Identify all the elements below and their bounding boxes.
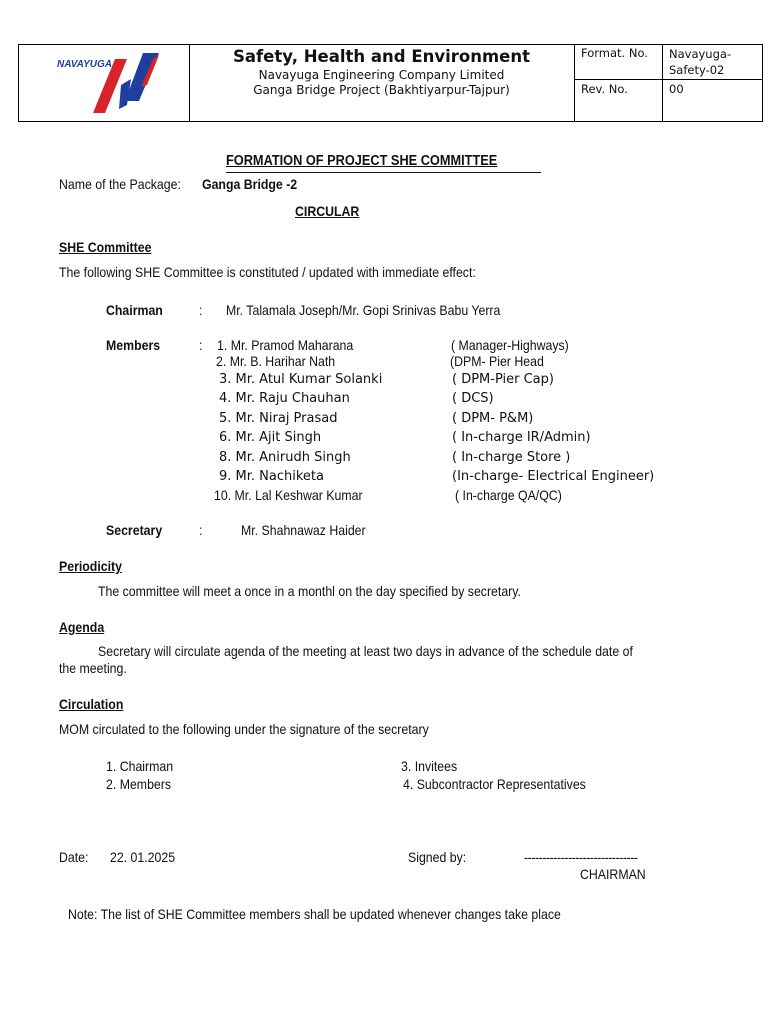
member-role: ( DPM- P&M) xyxy=(452,411,534,426)
signature-line: ------------------------------- xyxy=(524,849,638,865)
circulation-item: 4. Subcontractor Representatives xyxy=(403,776,586,792)
secretary-label: Secretary xyxy=(106,522,163,538)
divider xyxy=(574,45,575,121)
agenda-text-line2: the meeting. xyxy=(59,660,127,676)
circular-heading: CIRCULAR xyxy=(295,203,360,219)
periodicity-heading: Periodicity xyxy=(59,558,123,574)
circulation-text: MOM circulated to the following under the signature of the secretary xyxy=(59,721,429,737)
member-role: ( Manager-Highways) xyxy=(451,337,569,353)
document-heading: FORMATION OF PROJECT SHE COMMITTEE xyxy=(226,153,498,169)
heading-double-underline xyxy=(226,172,541,173)
secretary-value: Mr. Shahnawaz Haider xyxy=(241,522,366,538)
member-role: (DPM- Pier Head xyxy=(450,353,544,369)
footer-note: Note: The list of SHE Committee members shall be updated whenever changes take place xyxy=(68,906,561,922)
member-role: ( DCS) xyxy=(452,391,494,406)
member-name: 5. Mr. Niraj Prasad xyxy=(219,411,338,426)
navayuga-logo xyxy=(55,49,165,115)
member-name: 6. Mr. Ajit Singh xyxy=(219,430,322,445)
circulation-item: 3. Invitees xyxy=(401,758,458,774)
member-role: ( In-charge IR/Admin) xyxy=(452,430,591,445)
divider xyxy=(574,79,762,80)
she-intro: The following SHE Committee is constituted / updated with immediate effect: xyxy=(59,264,476,280)
member-name: 1. Mr. Pramod Maharana xyxy=(217,337,354,353)
member-role: ( In-charge Store ) xyxy=(452,450,571,465)
format-value: Navayuga- Safety-02 xyxy=(669,47,732,77)
chairman-value: Mr. Talamala Joseph/Mr. Gopi Srinivas Babu Yerra xyxy=(226,302,501,318)
member-name: 3. Mr. Atul Kumar Solanki xyxy=(219,372,383,387)
chairman-label: Chairman xyxy=(106,302,163,318)
periodicity-text: The committee will meet a once in a monthl on the day specified by secretary. xyxy=(98,583,521,599)
signed-by-label: Signed by: xyxy=(408,849,467,865)
date-value: 22. 01.2025 xyxy=(110,849,176,865)
header-table xyxy=(18,44,763,122)
member-name: 8. Mr. Anirudh Singh xyxy=(219,450,351,465)
members-label: Members xyxy=(106,337,161,353)
agenda-heading: Agenda xyxy=(59,619,105,635)
member-name: 2. Mr. B. Harihar Nath xyxy=(216,353,336,369)
agenda-text-line1: Secretary will circulate agenda of the meeting at least two days in advance of the schedule date of xyxy=(98,643,633,659)
chairman-colon: : xyxy=(199,302,203,318)
format-label: Format. No. xyxy=(581,46,648,60)
secretary-colon: : xyxy=(199,522,203,538)
she-committee-heading: SHE Committee xyxy=(59,239,152,255)
logo-text: NAVAYUGA xyxy=(57,59,112,70)
rev-label: Rev. No. xyxy=(581,82,628,96)
circulation-item: 1. Chairman xyxy=(106,758,174,774)
circulation-heading: Circulation xyxy=(59,696,124,712)
member-role: ( In-charge QA/QC) xyxy=(455,487,562,503)
header-company: Navayuga Engineering Company Limited xyxy=(258,68,505,82)
package-label: Name of the Package: xyxy=(59,176,181,192)
rev-value: 00 xyxy=(669,82,684,96)
date-label: Date: xyxy=(59,849,89,865)
member-role: ( DPM-Pier Cap) xyxy=(452,372,554,387)
member-name: 4. Mr. Raju Chauhan xyxy=(219,391,350,406)
header-project: Ganga Bridge Project (Bakhtiyarpur-Tajpur) xyxy=(253,83,510,97)
member-role: (In-charge- Electrical Engineer) xyxy=(452,469,655,484)
signer-title: CHAIRMAN xyxy=(580,866,646,882)
package-value: Ganga Bridge -2 xyxy=(202,176,298,192)
header-title: Safety, Health and Environment xyxy=(232,47,531,66)
members-colon: : xyxy=(199,337,203,353)
divider xyxy=(662,45,663,121)
circulation-item: 2. Members xyxy=(106,776,172,792)
member-name: 10. Mr. Lal Keshwar Kumar xyxy=(214,487,363,503)
member-name: 9. Mr. Nachiketa xyxy=(219,469,324,484)
